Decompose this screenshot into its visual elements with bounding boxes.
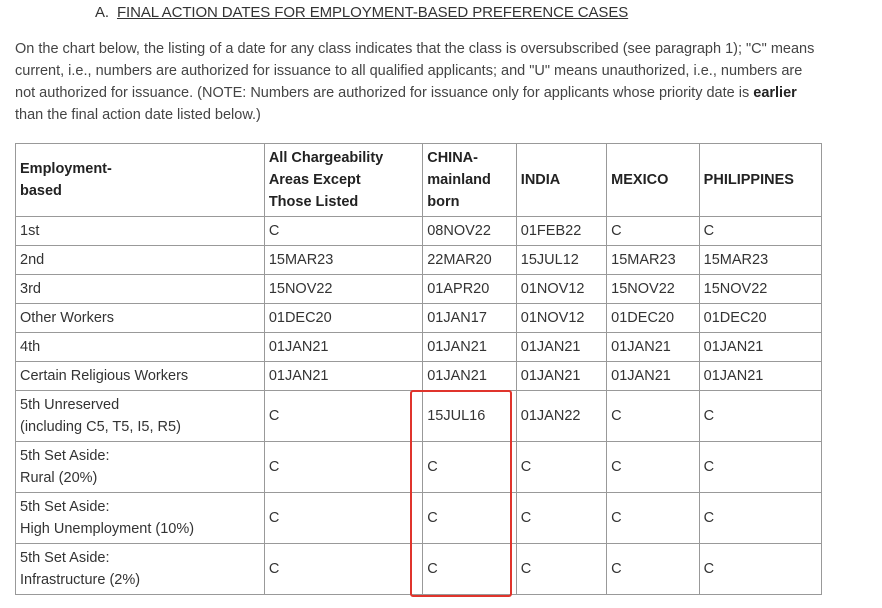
header-philippines: PHILIPPINES xyxy=(699,144,821,217)
cell-philippines: 15MAR23 xyxy=(699,246,821,275)
row-label: Other Workers xyxy=(16,304,265,333)
header-mexico: MEXICO xyxy=(607,144,700,217)
row-label: 4th xyxy=(16,333,265,362)
cell-all-chargeability: 15MAR23 xyxy=(264,246,422,275)
row-label: 3rd xyxy=(16,275,265,304)
intro-text-1: On the chart below, the listing of a date for any class indicates that the class is oversubscribed (see paragraph 1); "C" means current, i.e., numbers are authorized for issuance to all qualified applicants; and "U" means unauthorized, i.e., numbers are not authorized for issuance. (NOTE: Numbers are authorized for issuance only for applicants whose priority date is xyxy=(15,41,815,101)
cell-china: 08NOV22 xyxy=(423,217,517,246)
row-label: 1st xyxy=(16,217,265,246)
table-row xyxy=(16,246,822,275)
table-row xyxy=(16,275,822,304)
section-title xyxy=(95,4,628,21)
cell-china: 01APR20 xyxy=(423,275,517,304)
cell-china: 01JAN17 xyxy=(423,304,517,333)
row-label: 5th Set Aside: Rural (20%) xyxy=(16,442,265,493)
row-label: 2nd xyxy=(16,246,265,275)
cell-china: C xyxy=(423,493,517,544)
table-row xyxy=(16,333,822,362)
final-action-dates-table xyxy=(15,143,822,595)
section-heading: FINAL ACTION DATES FOR EMPLOYMENT-BASED PREFERENCE CASES xyxy=(116,4,629,21)
cell-philippines: C xyxy=(699,442,821,493)
row-label: 5th Set Aside: Infrastructure (2%) xyxy=(16,544,265,595)
row-label: Certain Religious Workers xyxy=(16,362,265,391)
cell-philippines: C xyxy=(699,493,821,544)
cell-mexico: C xyxy=(607,217,700,246)
cell-india: 01JAN21 xyxy=(516,362,606,391)
cell-mexico: C xyxy=(607,391,700,442)
intro-paragraph xyxy=(15,38,825,126)
cell-all-chargeability: C xyxy=(264,217,422,246)
cell-philippines: C xyxy=(699,544,821,595)
header-employment-based: Employment- based xyxy=(16,144,265,217)
section-letter: A. xyxy=(95,4,109,21)
table-row xyxy=(16,442,822,493)
cell-philippines: 15NOV22 xyxy=(699,275,821,304)
cell-all-chargeability: C xyxy=(264,442,422,493)
cell-china: 01JAN21 xyxy=(423,362,517,391)
cell-all-chargeability: 01JAN21 xyxy=(264,362,422,391)
cell-china: 15JUL16 xyxy=(423,391,517,442)
cell-india: 15JUL12 xyxy=(516,246,606,275)
cell-india: 01JAN22 xyxy=(516,391,606,442)
cell-mexico: 15MAR23 xyxy=(607,246,700,275)
cell-philippines: 01JAN21 xyxy=(699,333,821,362)
intro-text-2: than the final action date listed below.) xyxy=(15,107,261,123)
cell-india: 01NOV12 xyxy=(516,304,606,333)
header-china: CHINA- mainland born xyxy=(423,144,517,217)
cell-philippines: 01DEC20 xyxy=(699,304,821,333)
cell-all-chargeability: 01DEC20 xyxy=(264,304,422,333)
cell-china: 22MAR20 xyxy=(423,246,517,275)
cell-india: C xyxy=(516,493,606,544)
cell-all-chargeability: 01JAN21 xyxy=(264,333,422,362)
cell-philippines: C xyxy=(699,391,821,442)
cell-china: C xyxy=(423,442,517,493)
cell-mexico: C xyxy=(607,442,700,493)
cell-mexico: 01JAN21 xyxy=(607,333,700,362)
row-label: 5th Unreserved (including C5, T5, I5, R5) xyxy=(16,391,265,442)
table-row xyxy=(16,544,822,595)
header-all-chargeability: All Chargeability Areas Except Those Listed xyxy=(264,144,422,217)
table-row xyxy=(16,391,822,442)
cell-mexico: C xyxy=(607,544,700,595)
cell-philippines: C xyxy=(699,217,821,246)
table-row xyxy=(16,362,822,391)
intro-bold-word: earlier xyxy=(753,85,797,101)
cell-india: 01JAN21 xyxy=(516,333,606,362)
cell-all-chargeability: C xyxy=(264,391,422,442)
cell-philippines: 01JAN21 xyxy=(699,362,821,391)
cell-india: 01NOV12 xyxy=(516,275,606,304)
cell-india: 01FEB22 xyxy=(516,217,606,246)
row-label: 5th Set Aside: High Unemployment (10%) xyxy=(16,493,265,544)
cell-india: C xyxy=(516,442,606,493)
header-india: INDIA xyxy=(516,144,606,217)
cell-mexico: 15NOV22 xyxy=(607,275,700,304)
cell-all-chargeability: C xyxy=(264,544,422,595)
cell-mexico: 01JAN21 xyxy=(607,362,700,391)
cell-china: C xyxy=(423,544,517,595)
cell-all-chargeability: C xyxy=(264,493,422,544)
cell-china: 01JAN21 xyxy=(423,333,517,362)
table-header-row xyxy=(16,144,822,217)
cell-mexico: C xyxy=(607,493,700,544)
table-row xyxy=(16,304,822,333)
cell-all-chargeability: 15NOV22 xyxy=(264,275,422,304)
cell-india: C xyxy=(516,544,606,595)
cell-mexico: 01DEC20 xyxy=(607,304,700,333)
table-row xyxy=(16,217,822,246)
table-row xyxy=(16,493,822,544)
